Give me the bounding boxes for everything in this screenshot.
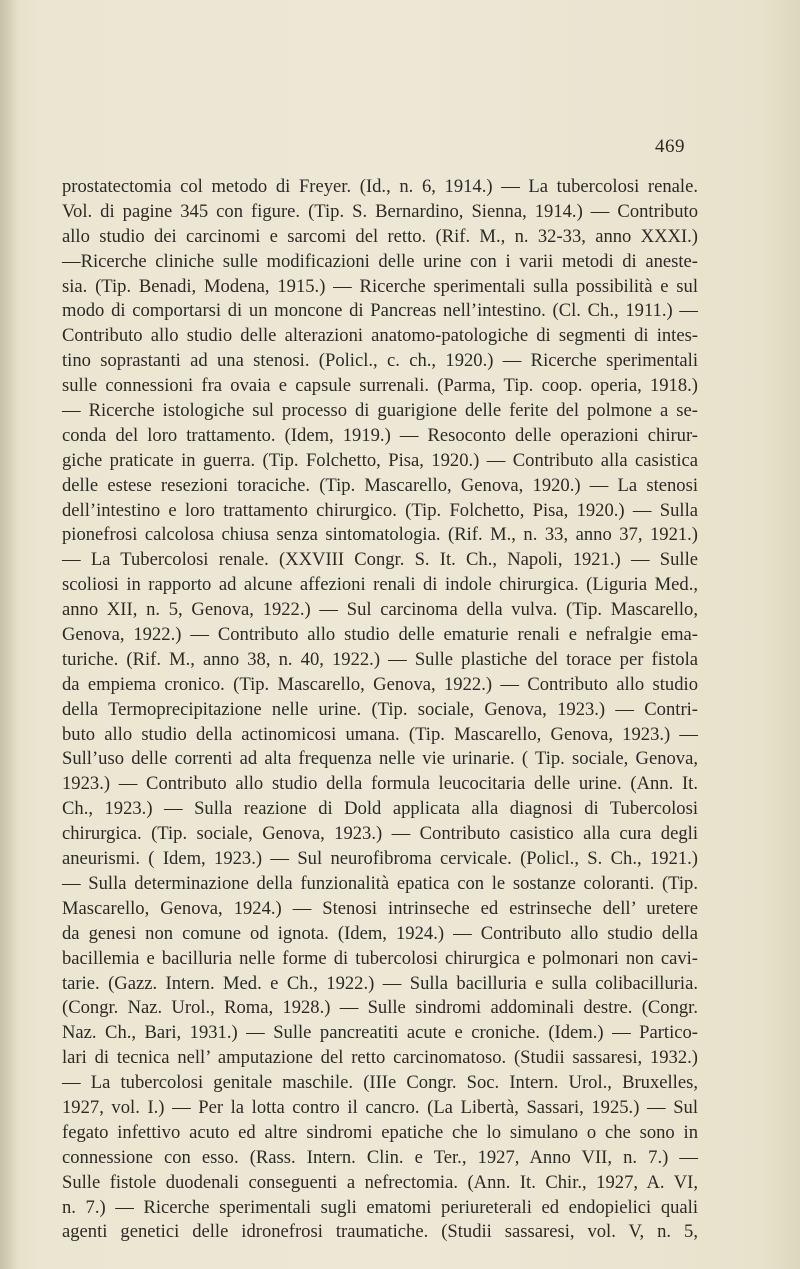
text-line: conda del loro trattamento. (Idem, 1919.) — Resoconto delle operazioni chirur- bbox=[62, 424, 698, 446]
text-line: sia. (Tip. Benadi, Modena, 1915.) — Ricerche sperimentali sulla possibilità e sul bbox=[62, 275, 698, 297]
text-line: lari di tecnica nell’ amputazione del retto carcinomatoso. (Studii sassaresi, 1932.) bbox=[62, 1047, 698, 1069]
text-line: Genova, 1922.) — Contributo allo studio delle ematurie renali e nefralgie ema- bbox=[62, 624, 698, 646]
text-line: n. 7.) — Ricerche sperimentali sugli ematomi periureterali ed endopielici quali bbox=[62, 1196, 698, 1218]
text-line: Naz. Ch., Bari, 1931.) — Sulle pancreatiti acute e croniche. (Idem.) — Partico- bbox=[62, 1022, 698, 1044]
text-line: tino soprastanti ad una stenosi. (Policl., c. ch., 1920.) — Ricerche sperimentali bbox=[62, 350, 698, 372]
text-line: sulle connessioni fra ovaia e capsule surrenali. (Parma, Tip. coop. operia, 1918.) bbox=[62, 375, 698, 397]
text-line: — Ricerche istologiche sul processo di guarigione delle ferite del polmone a se- bbox=[62, 400, 698, 422]
text-line: giche praticate in guerra. (Tip. Folchetto, Pisa, 1920.) — Contributo alla casistica bbox=[62, 449, 698, 471]
text-line: Vol. di pagine 345 con figure. (Tip. S. Bernardino, Sienna, 1914.) — Contributo bbox=[62, 200, 698, 222]
text-line: anno XII, n. 5, Genova, 1922.) — Sul carcinoma della vulva. (Tip. Mascarello, bbox=[62, 599, 698, 621]
text-line: tarie. (Gazz. Intern. Med. e Ch., 1922.) — Sulla bacilluria e sulla colibacilluria. bbox=[62, 972, 698, 994]
page-number: 469 bbox=[655, 136, 685, 157]
text-line: modo di comportarsi di un moncone di Pancreas nell’intestino. (Cl. Ch., 1911.) — bbox=[62, 300, 698, 322]
text-line: da empiema cronico. (Tip. Mascarello, Genova, 1922.) — Contributo allo studio bbox=[62, 673, 698, 695]
text-line: 1923.) — Contributo allo studio della formula leucocitaria delle urine. (Ann. It. bbox=[62, 773, 698, 795]
text-line: Sull’uso delle correnti ad alta frequenza nelle vie urinarie. ( Tip. sociale, Genova, bbox=[62, 748, 698, 770]
text-line: (Congr. Naz. Urol., Roma, 1928.) — Sulle sindromi addominali destre. (Congr. bbox=[62, 997, 698, 1019]
text-line: aneurismi. ( Idem, 1923.) — Sul neurofibroma cervicale. (Policl., S. Ch., 1921.) bbox=[62, 848, 698, 870]
text-line: connessione con esso. (Rass. Intern. Clin. e Ter., 1927, Anno VII, n. 7.) — bbox=[62, 1146, 698, 1168]
text-line: — La Tubercolosi renale. (XXVIII Congr. S. It. Ch., Napoli, 1921.) — Sulle bbox=[62, 549, 698, 571]
text-line: Sulle fistole duodenali conseguenti a nefrectomia. (Ann. It. Chir., 1927, A. VI, bbox=[62, 1171, 698, 1193]
text-line: turiche. (Rif. M., anno 38, n. 40, 1922.) — Sulle plastiche del torace per fistola bbox=[62, 648, 698, 670]
text-line: fegato infettivo acuto ed altre sindromi epatiche che lo simulano o che sono in bbox=[62, 1121, 698, 1143]
text-line: prostatectomia col metodo di Freyer. (Id., n. 6, 1914.) — La tubercolosi renale. bbox=[62, 176, 698, 197]
text-line: chirurgica. (Tip. sociale, Genova, 1923.) — Contributo casistico alla cura degli bbox=[62, 823, 698, 845]
text-line: agenti genetici delle idronefrosi traumatiche. (Studii sassaresi, vol. V, n. 5, bbox=[62, 1221, 698, 1243]
text-line: —Ricerche cliniche sulle modificazioni delle urine con i varii metodi di aneste- bbox=[62, 250, 698, 272]
text-line: della Termoprecipitazione nelle urine. (Tip. sociale, Genova, 1923.) — Contri- bbox=[62, 698, 698, 720]
text-line: Ch., 1923.) — Sulla reazione di Dold applicata alla diagnosi di Tubercolosi bbox=[62, 798, 698, 820]
text-line: dell’intestino e loro trattamento chirurgico. (Tip. Folchetto, Pisa, 1920.) — Sulla bbox=[62, 499, 698, 521]
text-line: scoliosi in rapporto ad alcune affezioni renali di indole chirurgica. (Liguria Med., bbox=[62, 574, 698, 596]
text-line: Contributo allo studio delle alterazioni anatomo-patologiche di segmenti di intes- bbox=[62, 325, 698, 347]
text-line: bacillemia e bacilluria nelle forme di tubercolosi chirurgica e polmonari non cavi- bbox=[62, 947, 698, 969]
page-gutter-shadow bbox=[0, 0, 18, 1269]
text-line: — Sulla determinazione della funzionalità epatica con le sostanze coloranti. (Tip. bbox=[62, 872, 698, 894]
bibliography-text bbox=[62, 175, 698, 1245]
text-line: da genesi non comune od ignota. (Idem, 1924.) — Contributo allo studio della bbox=[62, 922, 698, 944]
text-line: buto allo studio della actinomicosi umana. (Tip. Mascarello, Genova, 1923.) — bbox=[62, 723, 698, 745]
text-line: delle estese resezioni toraciche. (Tip. Mascarello, Genova, 1920.) — La stenosi bbox=[62, 474, 698, 496]
text-line: 1927, vol. I.) — Per la lotta contro il cancro. (La Libertà, Sassari, 1925.) — Sul bbox=[62, 1096, 698, 1118]
text-line: allo studio dei carcinomi e sarcomi del retto. (Rif. M., n. 32-33, anno XXXI.) bbox=[62, 225, 698, 247]
text-line: pionefrosi calcolosa chiusa senza sintomatologia. (Rif. M., n. 33, anno 37, 1921.) bbox=[62, 524, 698, 546]
text-line: Mascarello, Genova, 1924.) — Stenosi intrinseche ed estrinseche dell’ uretere bbox=[62, 897, 698, 919]
text-line: — La tubercolosi genitale maschile. (IIIe Congr. Soc. Intern. Urol., Bruxelles, bbox=[62, 1072, 698, 1094]
